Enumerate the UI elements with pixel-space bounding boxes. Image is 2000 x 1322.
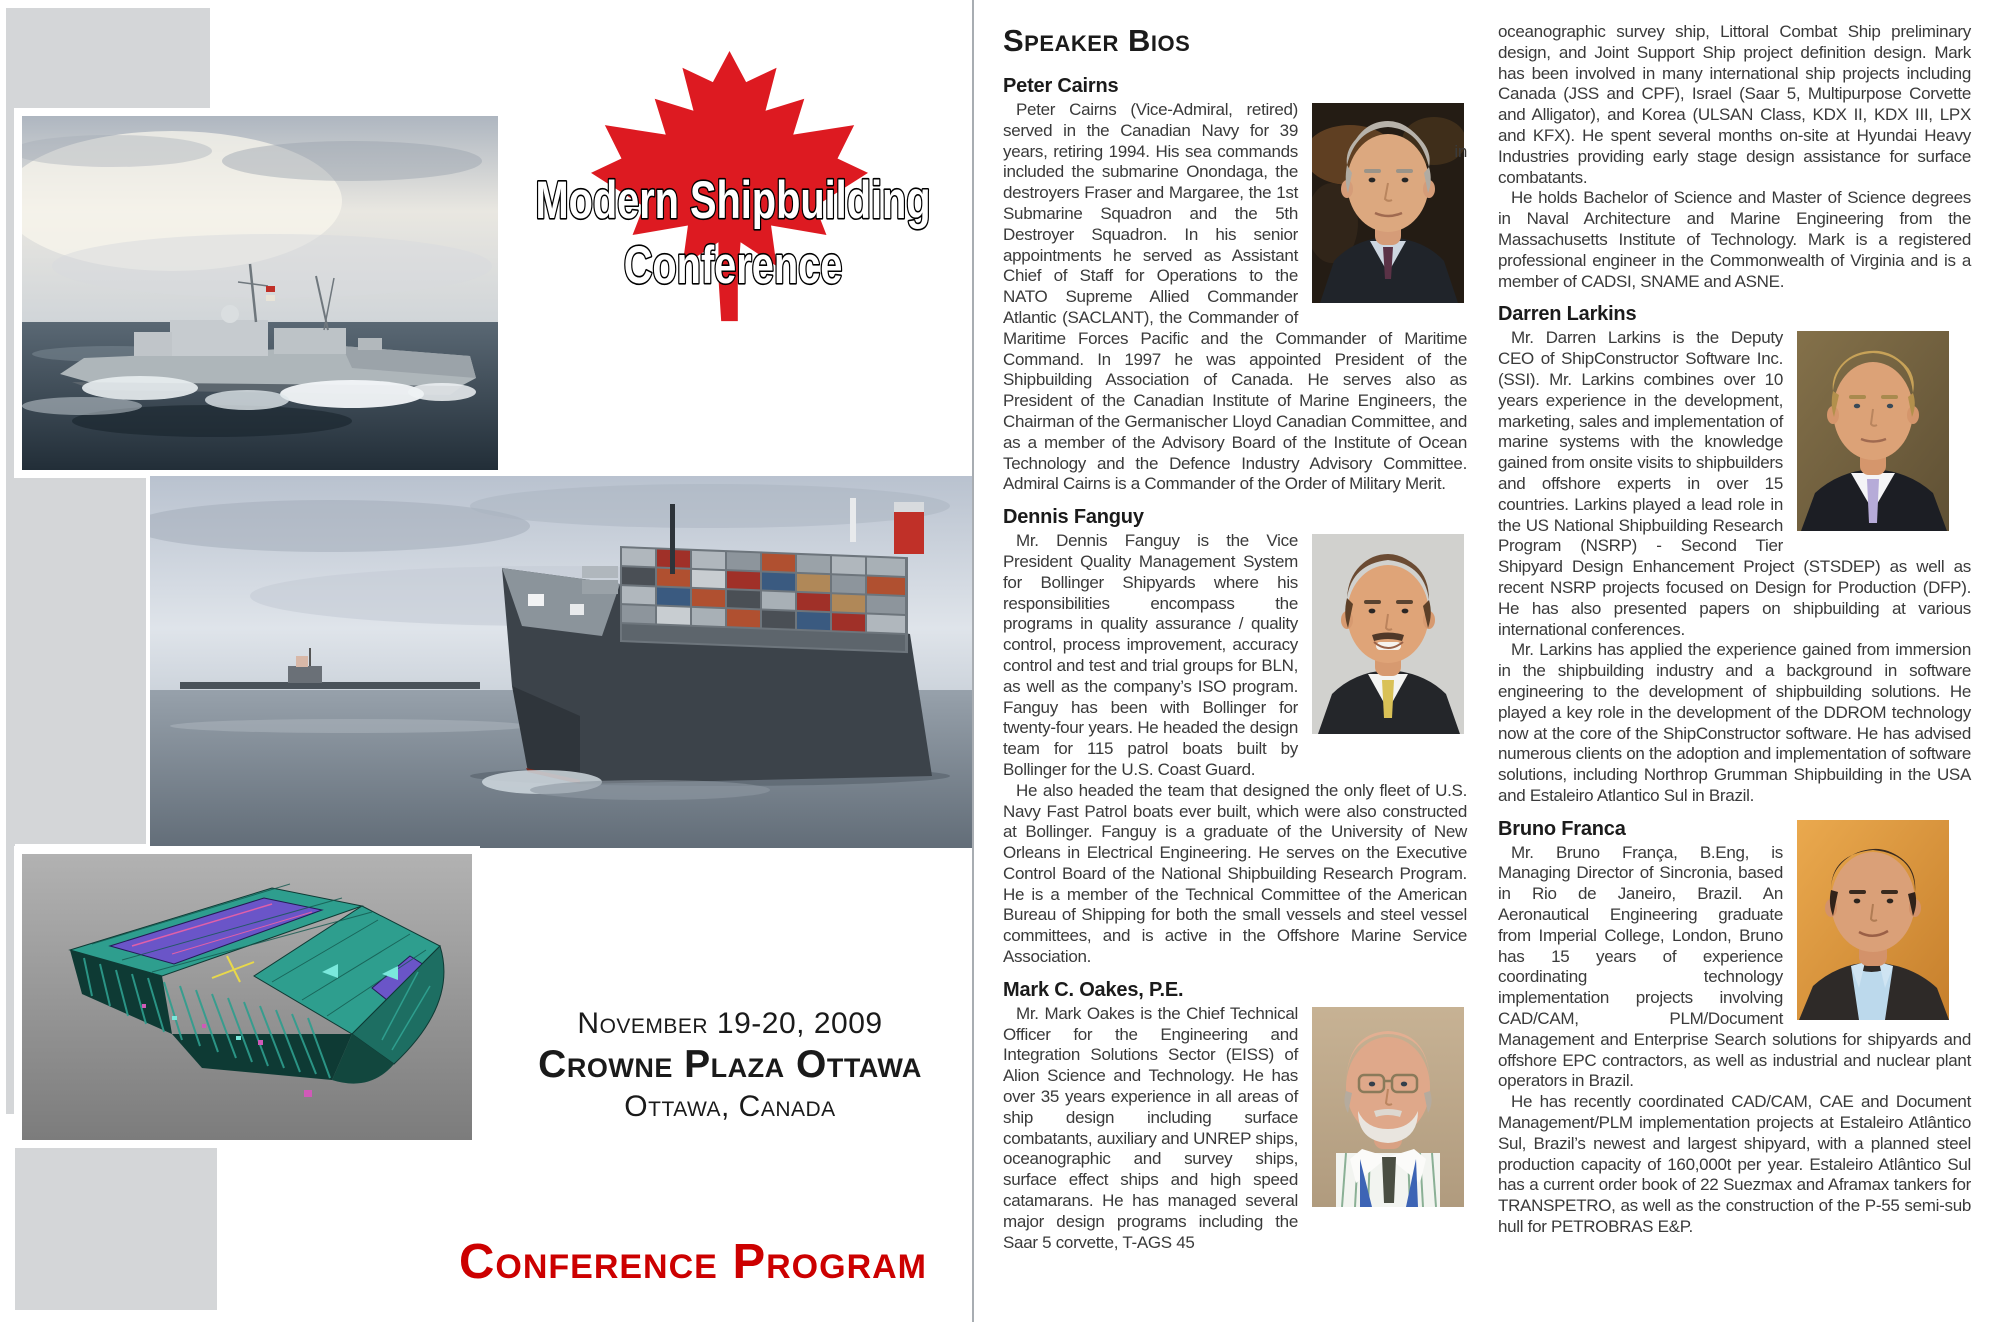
bio-paragraph: Peter Cairns (Vice-Admiral, retired) served in the Canadian Navy for 39 years, retiring in 1994. His sea commands included the submarine Onondaga, the destroyers Fraser and Margaree, the 1st Submarine Squadron and the 5th Destroyer Squadron. In his senior appointments he served as Assistant Chief of Staff for Operations to the NATO Supreme Allied Commander Atlantic (SACLANT), the Commander of Maritime Forces Pacific and the Commander of Maritime Command. In 1997 he was appointed President of the Shipbuilding Association of Canada. He serves also as President of the Canadian Institute of Marine Engineers, the Chairman of the Germanischer Lloyd Canadian Committee, and as a member of the Advisory Board of the Institute of Ocean Technology and the Defence Industry Advisory Committee. Admiral Cairns is a Commander of the Order of Military Merit. [1003, 100, 1467, 494]
cad-model-image [22, 854, 472, 1140]
peter-cairns-headshot [1312, 103, 1464, 303]
darren-larkins-headshot [1797, 331, 1949, 531]
bio-name: Darren Larkins [1498, 303, 1637, 326]
bio-paragraph: Mr. Bruno França, B.Eng, is Managing Director of Sincronia, based in Rio de Janeiro, Brazil. An Aeronautical Engineering graduate from Imperial College, London, Bruno has 15 years of experience coordinating technology implementation projects involving CAD/CAM, PLM/Document Management and Enterprise Search solutions for shipyards and offshore EPC contractors, as well as industrial and nuclear plant operators in Brazil. [1498, 842, 1971, 1091]
venue-hotel: Crowne Plaza Ottawa [538, 1043, 922, 1086]
bio-name: Peter Cairns [1003, 75, 1119, 97]
page-divider [972, 0, 974, 1322]
bio-section-mark-oakes [1003, 978, 1467, 1254]
bio-name: Mark C. Oakes, P.E. [1003, 978, 1184, 1001]
bio-section-mark-oakes-continued [1498, 22, 1971, 292]
bio-paragraph: He also headed the team that designed the only fleet of U.S. Navy Fast Patrol boats ever built, which were also constructed at Bollinger. Fanguy is a graduate of the University of New Orleans in Electrical Engineering. He serves on the Executive Control Board of the National Shipbuilding Research Program. He is a member of the Technical Committee of the American Bureau of Shipping for both the small vessels and steel vessel committees, and is active in the Offshore Marine Service Association. [1003, 780, 1467, 967]
bio-section-darren-larkins [1498, 302, 1971, 806]
gray-panel-bottom [15, 1147, 217, 1310]
cad-model-frame [14, 846, 480, 1148]
program-title: Conference Program [458, 1235, 928, 1289]
mark-oakes-headshot [1312, 1007, 1464, 1207]
bio-paragraph: Mr. Darren Larkins is the Deputy CEO of ShipConstructor Software Inc. (SSI). Mr. Larkins combines over 10 years experience in the development, marketing, sales and implementation of marine systems with the knowledge gained from onsite visits to shipbuilders and offshore experts in over 15 countries. Larkins played a lead role in the US National Shipbuilding Research Program (NSRP) - Second Tier Shipyard Design Enhancement Project (STSDEP) as well as recent NSRP projects focused on Design for Production (DFP). He has also presented papers on shipbuilding at various international conferences. [1498, 328, 1971, 639]
conference-logo [500, 40, 970, 340]
venue-block [480, 1006, 980, 1126]
logo-title-line1: Modern Shipbuilding [535, 170, 931, 230]
bio-section-dennis-fanguy [1003, 505, 1467, 968]
bio-paragraph: Mr. Larkins has applied the experience gained from immersion in the shipbuilding industry and a background in software engineering to the development of shipbuilding solutions. He played a key role in the development of the DDROM technology now at the core of the ShipConstructor software. He has advised numerous clients on the adoption and implementation of software solutions, including Northrop Grumman Shipbuilding in the USA and Estaleiro Atlantico Sul in Brazil. [1498, 640, 1971, 805]
bio-name: Dennis Fanguy [1003, 506, 1144, 529]
bio-paragraph: Mr. Dennis Fanguy is the Vice President Quality Management System for Bollinger Shipyards where his responsibilities encompass the programs in quality assurance / quality control, process improvement, accuracy control and test and trial groups for BLN, as well as the company’s ISO program. Fanguy has been with Bollinger for twenty-four years. He headed the design team for 115 patrol boats built by Bollinger for the U.S. Coast Guard. [1003, 531, 1467, 781]
wrapped-word: in [1454, 142, 1467, 161]
speaker-bios-column-2 [1498, 22, 1971, 1238]
warship-photo [22, 116, 498, 470]
bruno-franca-headshot [1797, 820, 1949, 1020]
logo-title-line2: Conference [623, 235, 843, 295]
bio-name: Bruno Franca [1498, 817, 1626, 840]
bio-section-bruno-franca [1498, 817, 1971, 1238]
venue-date: November 19-20, 2009 [577, 1007, 883, 1040]
dennis-fanguy-headshot [1312, 534, 1464, 734]
bio-paragraph: Mr. Mark Oakes is the Chief Technical Officer for the Engineering and Integration Solutions Sector (EISS) of Alion Science and Technology. He has over 35 years experience in all areas of ship design including surface combatants, auxiliary and UNREP ships, oceanographic and survey ships, surface effect ships and high speed catamarans. He has managed several major design programs including the Saar 5 corvette, T-AGS 45 [1003, 1004, 1467, 1254]
speaker-bios-column-1 [1003, 22, 1467, 1253]
bio-section-peter-cairns [1003, 74, 1467, 495]
bio-paragraph: He has recently coordinated CAD/CAM, CAE and Document Management/PLM implementation projects at Estaleiro Atlântico Sul, Brazil’s newest and largest shipyard, with a planned steel production capacity of 160,000t per year. Estaleiro Atlântico Sul has a current order book of 22 Suezmax and Aframax tankers for TRANSPETRO, as well as the construction of the P-55 semi-sub hull for PETROBRAS E&P. [1498, 1092, 1971, 1237]
container-ship-photo [150, 476, 972, 848]
bio-paragraph: oceanographic survey ship, Littoral Combat Ship preliminary design, and Joint Support Ship project definition design. Mark has been involved in many international ship projects including Canada (JSS and CPF), Israel (Saar 5, Multipurpose Corvette and Alligator), and Korea (ULSAN Class, KDX II, KDX III, LPX and KFX). He spent several months on-site at Hyundai Heavy Industries providing early stage design assistance for surface combatants. [1498, 22, 1971, 187]
warship-photo-frame [14, 108, 506, 478]
bio-paragraph: He holds Bachelor of Science and Master of Science degrees in Naval Architecture and Marine Engineering from the Massachusetts Institute of Technology. Mark is a registered professional engineer in the Commonwealth of Virginia and is a member of CADSI, SNAME and ASNE. [1498, 188, 1971, 291]
venue-city: Ottawa, Canada [624, 1090, 836, 1123]
speaker-bios-heading: Speaker Bios [1003, 23, 1191, 58]
